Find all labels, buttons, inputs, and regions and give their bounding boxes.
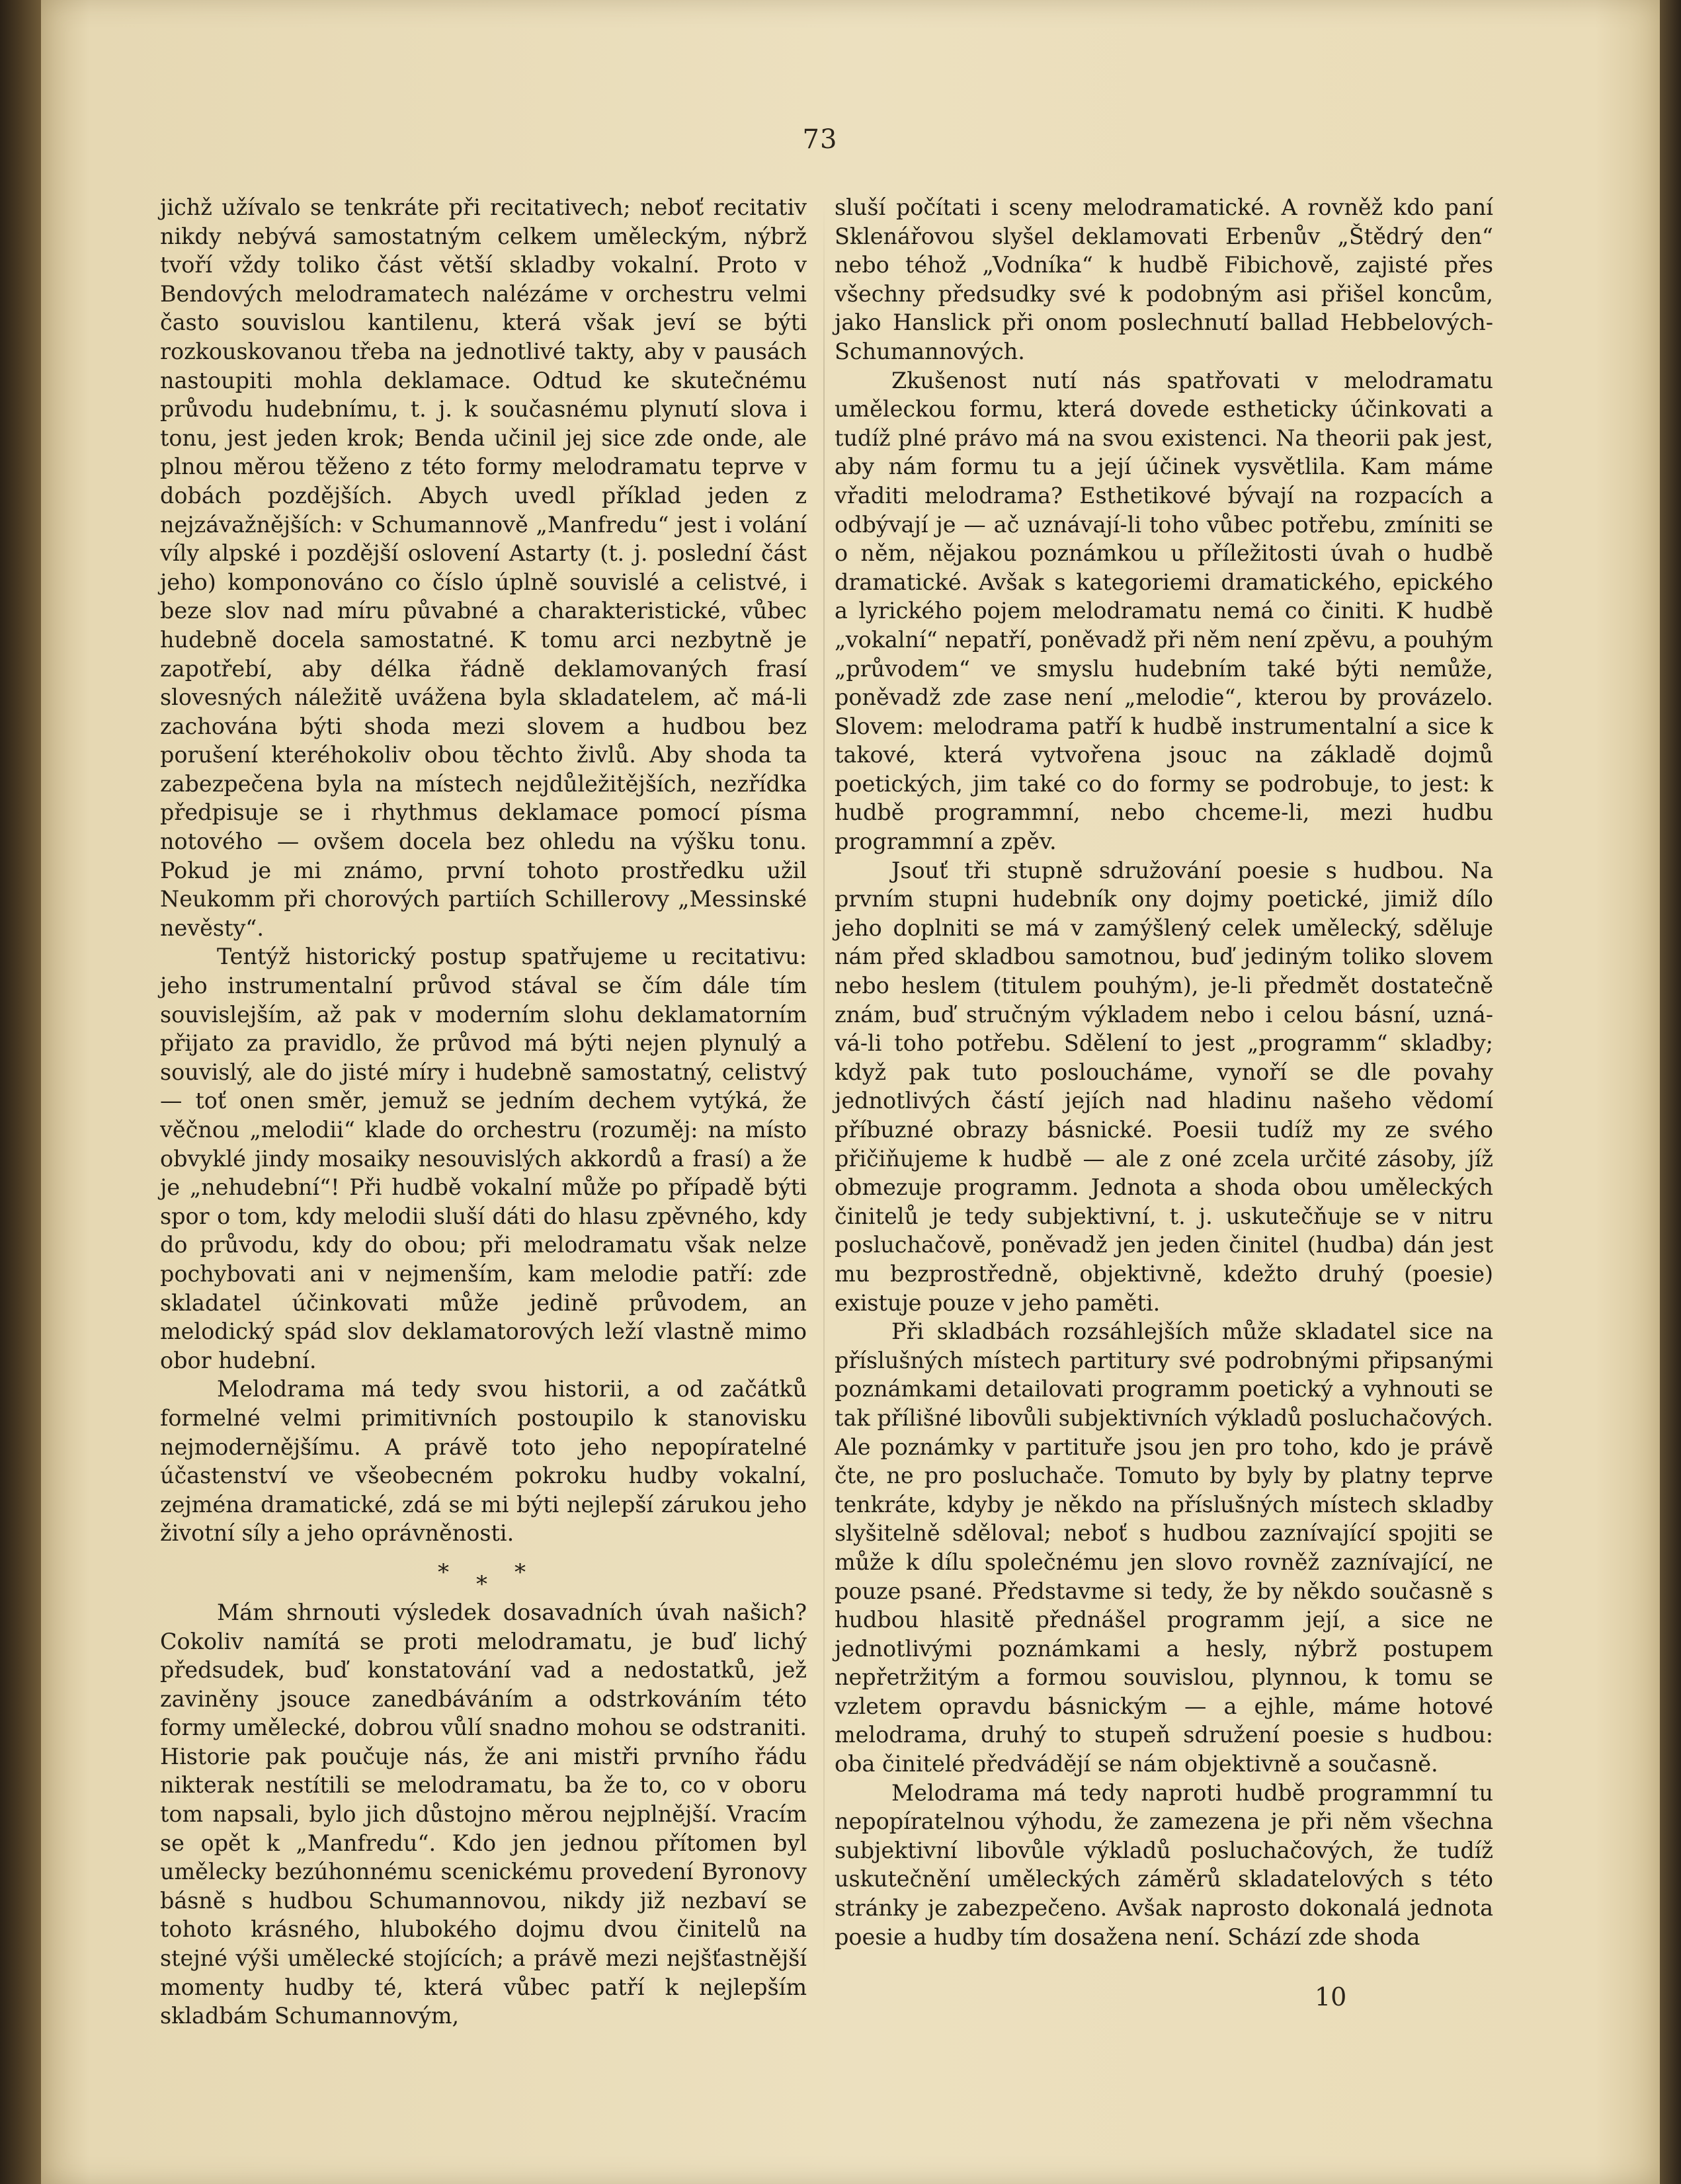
paragraph: Melodrama má tedy naproti hudbě programmní tu nepopíratelnou výhodu, že zamezena je při něm všechna subjektivní libovůle výkladů posluchačových, že tudíž uskutečnění uměleckých záměrů skladatelových s této stránky je zabezpečeno. Avšak naprosto dokonalá jednota poesie a hudby tím dosažena není. Schází zde shoda: [835, 1779, 1493, 1950]
star: *: [476, 1570, 506, 1598]
book-binding: [0, 0, 41, 2184]
paragraph: Jsouť tři stupně sdružování poesie s hudbou. Na prvním stupni hudebník ony dojmy poetické, jimiž dílo jeho doplniti se má v zamýšlený celek umělecký, sděluje nám před skladbou samotnou, buď jediným toliko slovem nebo heslem (titulem pouhým), je-li předmět dostatečně znám, buď stručným výkladem nebo i celou básní, uzná-vá-li toho potřebu. Sdělení to jest „programm“ skladby; když pak tuto posloucháme, vynoří se dle povahy jednotlivých částí jejích nad hladinu našeho vědomí příbuzné obrazy básnické. Poesii tudíž my ze svého přičiňujeme k hudbě — ale z oné zcela určité zásoby, jíž obmezuje programm. Jednota a shoda obou uměleckých činitelů je tedy subjektivní, t. j. uskutečňuje se v nitru posluchačově, poněvadž jen jeden činitel (hudba) dán jest mu bezprostředně, objektivně, kdežto druhý (poesie) existuje pouze v jeho paměti.: [835, 857, 1493, 1316]
page-edge: [1660, 0, 1681, 2184]
column-divider: [823, 198, 825, 1977]
page-number: 73: [802, 124, 838, 155]
paragraph: sluší počítati i sceny melodramatické. A rovněž kdo paní Sklenářovou slyšel deklamovati Erbenův „Štědrý den“ nebo téhož „Vodníka“ k hudbě Fibichově, zajisté přes všechny předsudky své k podobným asi přišel koncům, jako Hanslick při onom poslechnutí ballad Hebbelových-Schumannových.: [835, 194, 1493, 364]
paragraph: Při skladbách rozsáhlejších může skladatel sice na příslušných místech partitury své podrobnými připsanými poznámkami detailovati programm poetický a vyhnouti se tak přílišné libovůli subjektivních výkladů posluchačových. Ale poznámky v partituře jsou jen pro toho, kdo je právě čte, ne pro posluchače. Tomuto by byly by platny teprve tenkráte, kdyby je někdo na příslušných místech skladby slyšitelně sděloval; neboť s hudbou zaznívající spojiti se může k dílu společnému jen slovo rovněž zaznívající, ne pouze psané. Představme si tedy, že by někdo současně s hudbou hlasitě přednášel programm její, a sice ne jednotlivými poznámkami a hesly, nýbrž postupem nepřetržitým a formou souvislou, plynnou, k tomu se vzletem opravdu básnickým — a ejhle, máme hotové melodrama, druhý to stupeň sdružení poesie s hudbou: oba činitelé předvádějí se nám objektivně a současně.: [835, 1318, 1493, 1777]
star: *: [438, 1558, 468, 1586]
paragraph: Tentýž historický postup spatřujeme u recitativu: jeho instrumentalní průvod stával se čím dále tím souvislejším, až pak v moderním slohu deklamatorním přijato za pravidlo, že průvod má býti nejen plynulý a souvislý, ale do jisté míry i hudebně samostatný, celistvý — toť onen směr, jemuž se jedním dechem vytýká, že věčnou „melodii“ klade do orchestru (rozuměj: na místo obvyklé jindy mosaiky nesouvislých akkordů a frasí) a že je „nehudební“! Při hudbě vokalní může po případě býti spor o tom, kdy melodii sluší dáti do hlasu zpěvného, kdy do průvodu, kdy do obou; při melodramatu však nelze pochybovati ani v nejmenším, kam melodie patří: zde skladatel účinkovati může jedině průvodem, an melodický spád slov deklamatorových leží vlastně mimo obor hudební.: [160, 944, 807, 1373]
paragraph: Melodrama má tedy svou historii, a od začátků formelné velmi primitivních postoupilo k stanovisku nejmodernějšímu. A právě toto jeho nepopíratelné účastenství ve všeobecném pokroku hudby vokalní, zejména dramatické, zdá se mi býti nejlepší zárukou jeho životní síly a jeho oprávněnosti.: [160, 1376, 807, 1547]
signature-mark: 10: [1315, 1982, 1347, 2011]
paragraph: Zkušenost nutí nás spatřovati v melodramatu uměleckou formu, která dovede estheticky účinkovati a tudíž plné právo má na svou existenci. Na theorii pak jest, aby nám formu tu a její účinek vysvětlila. Kam máme vřaditi melodrama? Esthetikové bývají na rozpacích a odbývají je — ač uznávají-li toho vůbec potřebu, zmíniti se o něm, nějakou poznámkou u příležitosti úvah o hudbě dramatické. Avšak s kategoriemi dramatického, epického a lyrického pojem melodramatu nemá co činiti. K hudbě „vokalní“ nepatří, poněvadž při něm není zpěvu, a pouhým „průvodem“ ve smyslu hudebním také býti nemůže, poněvadž zde zase není „melodie“, kterou by provázelo. Slovem: melodrama patří k hudbě instrumentalní a sice k takové, která vytvořena jsouc na základě dojmů poetických, jim také co do formy se podrobuje, to jest: k hudbě programmní, nebo chceme-li, mezi hudbu programmní a zpěv.: [835, 367, 1493, 855]
right-column: [835, 193, 1493, 1978]
section-break: [160, 1558, 807, 1598]
paragraph: Mám shrnouti výsledek dosavadních úvah našich? Cokoliv namítá se proti melodramatu, je buď lichý předsudek, buď konstatování vad a nedostatků, jež zaviněny jsouce zanedbáváním a odstrkováním této formy umělecké, dobrou vůlí snadno mohou se odstraniti. Historie pak poučuje nás, že ani mistři prvního řádu nikterak nestítili se melodramatu, ba že to, co v oboru tom napsali, bylo jich důstojno měrou nejplnější. Vracím se opět k „Manfredu“. Kdo jen jednou přítomen byl umělecky bezúhonnému scenickému provedení Byronovy básně s hudbou Schumannovou, nikdy již nezbaví se tohoto krásného, hlubokého dojmu dvou činitelů na stejné výši umělecké stojících; a právě mezi nejšťastnější momenty hudby té, která vůbec patří k nejlepším skladbám Schumannovým,: [160, 1599, 807, 2029]
star: *: [514, 1558, 544, 1586]
paragraph: jichž užívalo se tenkráte při recitativech; neboť recitativ nikdy nebývá samostatným celkem uměleckým, nýbrž tvoří vždy toliko část větší skladby vokalní. Proto v Bendových melodramatech nalézáme v orchestru velmi často souvislou kantilenu, která však jeví se býti rozkouskovanou třeba na jednotlivé takty, aby v pausách nastoupiti mohla deklamace. Odtud ke skutečnému průvodu hudebnímu, t. j. k současnému plynutí slova i tonu, jest jeden krok; Benda učinil jej sice zde onde, ale plnou měrou těženo z této formy melodramatu teprve v dobách pozdějších. Abych uvedl příklad jeden z nejzávažnějších: v Schumannově „Manfredu“ jest i volání víly alpské i pozdější oslovení Astarty (t. j. poslední část jeho) komponováno co číslo úplně souvislé a celistvé, i beze slov nad míru půvabné a charakteristické, vůbec hudebně docela samostatné. K tomu arci nezbytně je zapotřebí, aby délka řádně deklamovaných frasí slovesných náležitě uvážena byla skladatelem, ač má-li zachována býti shoda mezi slovem a hudbou bez porušení kteréhokoliv obou těchto živlů. Aby shoda ta zabezpečena byla na místech nejdůležitějších, nezřídka předpisuje se i rhythmus deklamace pomocí písma notového — ovšem docela bez ohledu na výšku tonu. Pokud je mi známo, první tohoto prostředku užil Neukomm při chorových partiích Schillerovy „Messinské nevěsty“.: [160, 194, 807, 941]
left-column: [160, 193, 807, 2029]
